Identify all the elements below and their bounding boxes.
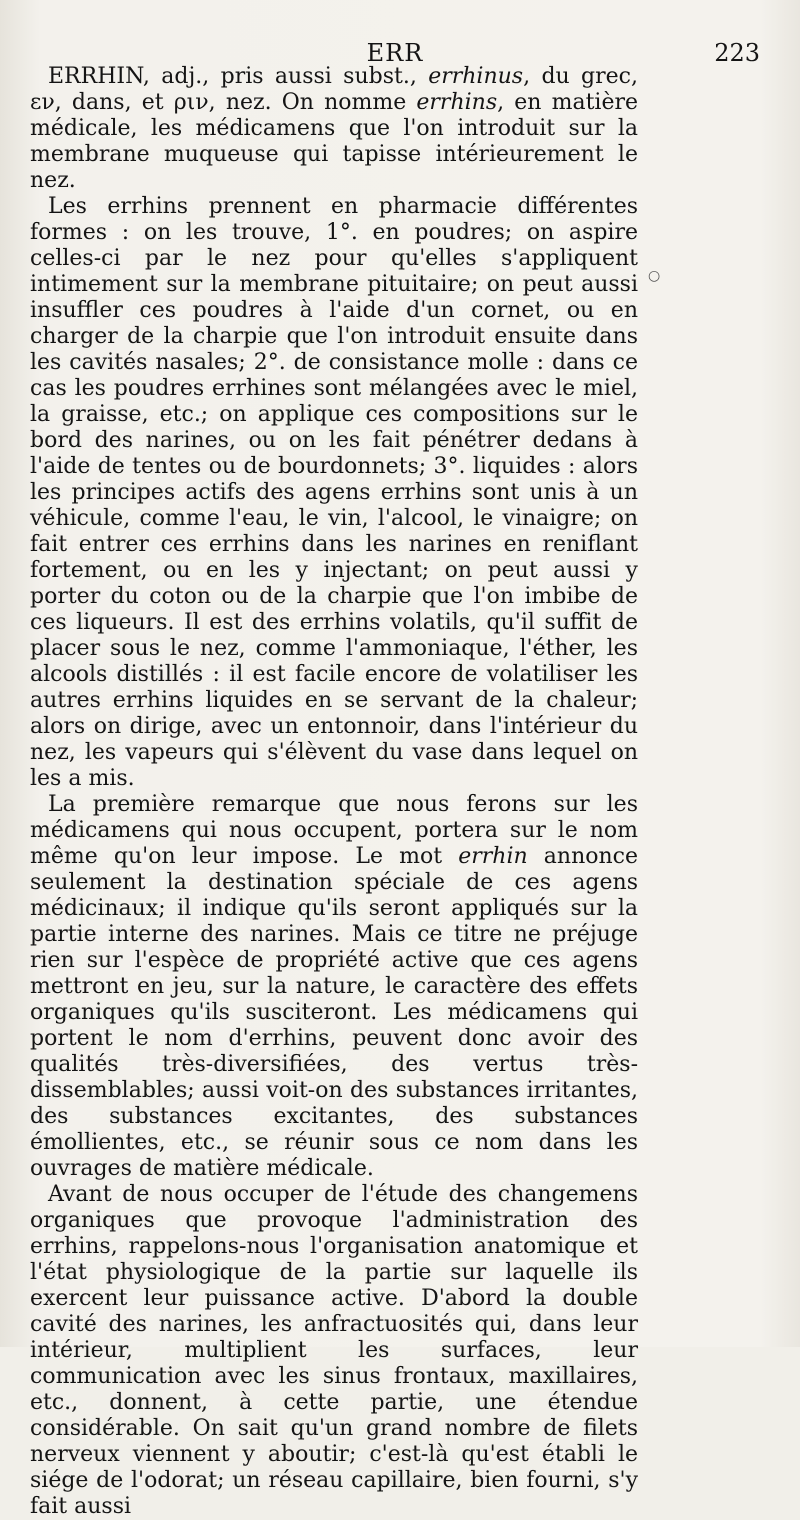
margin-dot-mark: ○ [648,268,661,284]
page-number: 223 [714,39,760,67]
paragraph-4: Avant de nous occuper de l'étude des changemens organiques que provoque l'administration des errhins, rappelons-nous l'organisation anatomique et l'état physiologique de la partie sur laquelle ils exercent leur puissance active. D'abord la double cavité des narines, les anfractuosités qui, dans leur intérieur, multiplient les surfaces, leur communication avec les sinus frontaux, maxillaires, etc., donnent, à cette partie, une étendue considérable. On sait qu'un grand nombre de filets nerveux viennent y aboutir; c'est-là qu'est établi le siége de l'odorat; un réseau capillaire, bien fourni, s'y fait aussi [30,1182,638,1519]
term-errhinus: errhinus [428,64,524,89]
greek-word-en: εν [30,90,55,115]
body-text [30,64,638,1520]
running-head: ERR [366,39,424,67]
term-errhins: errhins [416,90,498,115]
paragraph-3: La première remarque que nous ferons sur les médicamens qui nous occupent, portera sur le nom même qu'on leur impose. Le mot errhin annonce seulement la destination spéciale de ces agens médicinaux; il indique qu'ils seront appliqués sur la partie interne des narines. Mais ce titre ne préjuge rien sur l'espèce de propriété active que ces agens mettront en jeu, sur la nature, le caractère des effets organiques qu'ils susciteront. Les médicamens qui portent le nom d'errhins, peuvent donc avoir des qualités très-diversifiées, des vertus très-dissemblables; aussi voit-on des substances irritantes, des substances excitantes, des substances émollientes, etc., se réunir sous ce nom dans les ouvrages de matière médicale. [30,792,639,1181]
greek-word-rin: ριν [173,90,209,115]
paragraph-2: Les errhins prennent en pharmacie différentes formes : on les trouve, 1°. en poudres; on aspire celles-ci par le nez pour qu'elles s'appliquent intimement sur la membrane pituitaire; on peut aussi insuffler ces poudres à l'aide d'un cornet, ou en charger de la charpie que l'on introduit ensuite dans les cavités nasales; 2°. de consistance molle : dans ce cas les poudres errhines sont mélangées avec le miel, la graisse, etc.; on applique ces compositions sur le bord des narines, ou on les fait pénétrer dedans à l'aide de tentes ou de bourdonnets; 3°. liquides : alors les principes actifs des agens errhins sont unis à un véhicule, comme l'eau, le vin, l'alcool, le vinaigre; on fait entrer ces errhins dans les narines en reniflant fortement, ou en les y injectant; on peut aussi y porter du coton ou de la charpie que l'on imbibe de ces liqueurs. Il est des errhins volatils, qu'il suffit de placer sous le nez, comme l'ammoniaque, l'éther, les alcools distillés : il est facile encore de volatiliser les autres errhins liquides en se servant de la chaleur; alors on dirige, avec un entonnoir, dans l'intérieur du nez, les vapeurs qui s'élèvent du vase dans lequel on les a mis. [30,194,638,791]
term-errhin: errhin [458,844,528,869]
paragraph-1: ERRHIN, adj., pris aussi subst., errhinus, du grec, εν, dans, et ριν, nez. On nomme errhins, en matière médicale, les médicamens que l'on introduit sur la membrane muqueuse qui tapisse intérieurement le nez. [30,64,638,193]
